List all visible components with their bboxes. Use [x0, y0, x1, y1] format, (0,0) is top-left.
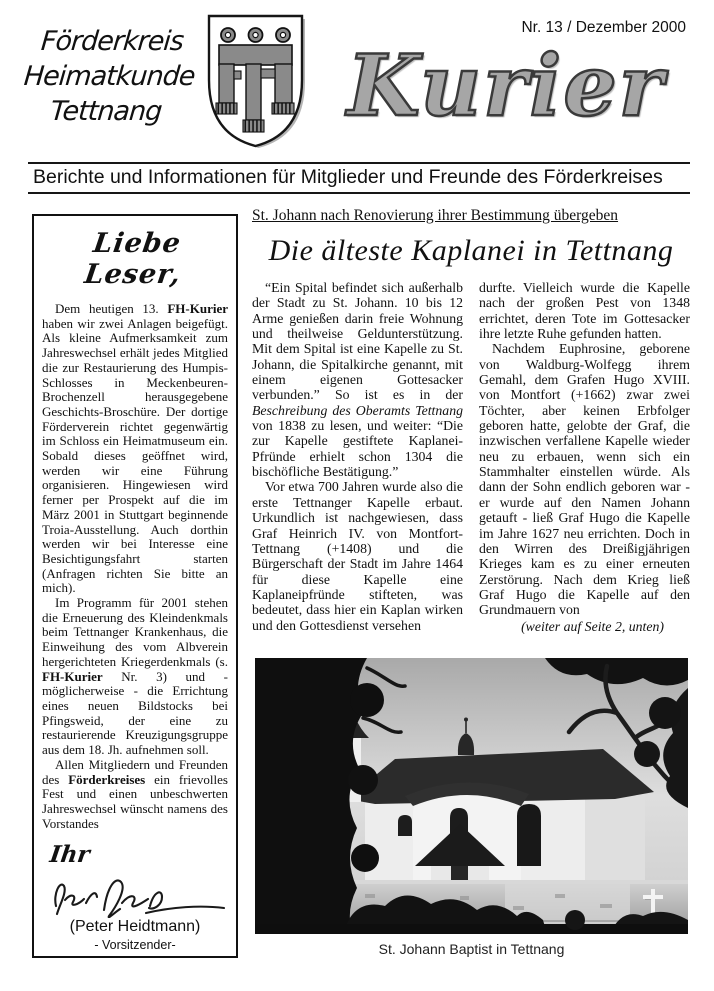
main-article	[252, 207, 690, 634]
article-column-1	[252, 280, 463, 634]
header-rule-top	[28, 162, 690, 164]
shield-rings	[221, 28, 290, 42]
newsletter-title: Kurier	[346, 36, 666, 135]
editorial-closing: Ihr	[48, 841, 92, 869]
editorial-paragraph-3: Allen Mitgliedern und Freunden des Förderkreises ein frievolles Fest und einen unbeschwerten Jahreswechsel wünscht namens des Vorstandes	[42, 756, 228, 831]
masthead-line-2: Heimatkunde	[22, 61, 196, 92]
editorial-heading: Liebe Leser,	[82, 228, 184, 290]
article-col1-paragraph-2: Vor etwa 700 Jahren wurde also die erste Tettnanger Kapelle erbaut. Urkundlich ist nachgewiesen, dass Graf Heinrich IV. von Montfort-Tettnang (+1408) und die Bürgerschaft der Stadt im Jahre 1464 für diese Kapelle eine Kaplaneipfründe stifteten, was bedeutet, dass hier ein Kaplan wirken und den Gottesdienst versehen	[252, 479, 463, 633]
masthead-line-1: Förderkreis	[39, 26, 185, 57]
church-window-right	[517, 804, 541, 866]
article-col2-paragraph-1: durfte. Vielleich wurde die Kapelle nach der großen Pest von 1348 errichtet, deren Tote im Gottesacker ihre letzte Ruhe gefunden hatten.	[479, 280, 690, 342]
article-headline: Die älteste Kaplanei in Tettnang	[268, 234, 674, 267]
masthead-organization	[19, 24, 198, 129]
editorial-box	[32, 214, 238, 958]
issue-number: Nr. 13 / Dezember 2000	[521, 19, 686, 36]
editorial-paragraph-2: Im Programm für 2001 stehen die Erneuerung des Kleindenkmals beim Tettnanger Krankenhaus, die Einweihung des vom Albverein hergerichteten Kriegerdenkmals (s. FH-Kurier Nr. 3) und - möglicherweise - die Errichtung eines neuen Bildstocks bei Pfingsweid, der eine zu restaurierende Kreuzigungsgruppe aus dem 18. Jh. aufnehmen soll.	[42, 595, 228, 758]
continuation-note: (weiter auf Seite 2, unten)	[521, 618, 664, 634]
article-columns	[252, 280, 690, 634]
church-photo	[255, 658, 688, 934]
church-window-left	[398, 815, 412, 836]
article-col1-paragraph-1: “Ein Spital befindet sich außerhalb der Stadt zu St. Johann. 10 bis 12 Arme genießen darin freie Wohnung und theilweise Geldunterstützung. Mit dem Spital ist eine Kapelle zu St. Johann, die Spitalkirche genannt, mit einem eigenen Gottesacker verbunden.” So ist es in der Beschreibung des Oberamts Tettnang von 1838 zu lesen, und weiter: “Die zur Kapelle gestiftete Kaplanei-Pfründe erhielt schon 1304 die bischöfliche Bestätigung.”	[252, 280, 463, 480]
article-col2-paragraph-2: Nachdem Euphrosine, geborene von Waldburg-Wolfegg ihrem Gemahl, dem Grafen Hugo XVIII. von Montfort (+1662) zwar zwei Töchter, aber keinen Erbfolger geboren hatte, gelobte der Graf, die inzwischen verfallene Kapelle wieder neu zu erbauen, wenn sich ein Stammhalter einstellen würde. Als dann der Sohn endlich geboren war - er wurde auf den Namen Johann getauft - ließ Graf Hugo die Kapelle im Jahre 1627 neu errichten. Doch in den Wirren des Dreißigjährigen Krieges kam es zu einer erneuten Zerstörung. Nach dem Krieg ließ Graf Hugo die Kapelle auf den Grundmauern von	[479, 341, 690, 618]
handwritten-signature-icon	[48, 870, 228, 918]
newsletter-subtitle: Berichte und Informationen für Mitglieder und Freunde des Förderkreises	[33, 165, 663, 188]
photo-caption: St. Johann Baptist in Tettnang	[378, 941, 565, 957]
signer-role: - Vorsitzender-	[94, 938, 176, 953]
article-column-2	[479, 280, 690, 634]
editorial-paragraph-1: Dem heutigen 13. FH-Kurier haben wir zwei Anlagen beigefügt. Als kleine Aufmerksamkeit zum Jahreswechsel erhält jedes Mitglied die zur Restaurierung des Humpis-Schlosses in Meckenbeuren-Brochenzell herausgegebene Geschichts-Broschüre. Der dortige Förderverein richtet gegenwärtig im Schloss ein Heimatmuseum ein. Sobald dieses geöffnet wird, werden wir eine Führung organisieren. Hingewiesen wird ferner per Prospekt auf die im März 2001 in Stuttgart beginnende Troia-Ausstellung. Auch dorthin werden wir bei Interesse eine Besichtigungsfahrt starten (Anfragen richten Sie bitte an mich).	[42, 301, 228, 596]
signer-name: (Peter Heidtmann)	[69, 918, 201, 936]
header-rule-bottom	[28, 192, 690, 194]
fh-coat-of-arms-icon	[203, 8, 309, 158]
masthead-line-3: Tettnang	[49, 96, 163, 127]
article-kicker: St. Johann nach Renovierung ihrer Bestimmung übergeben	[252, 207, 619, 224]
